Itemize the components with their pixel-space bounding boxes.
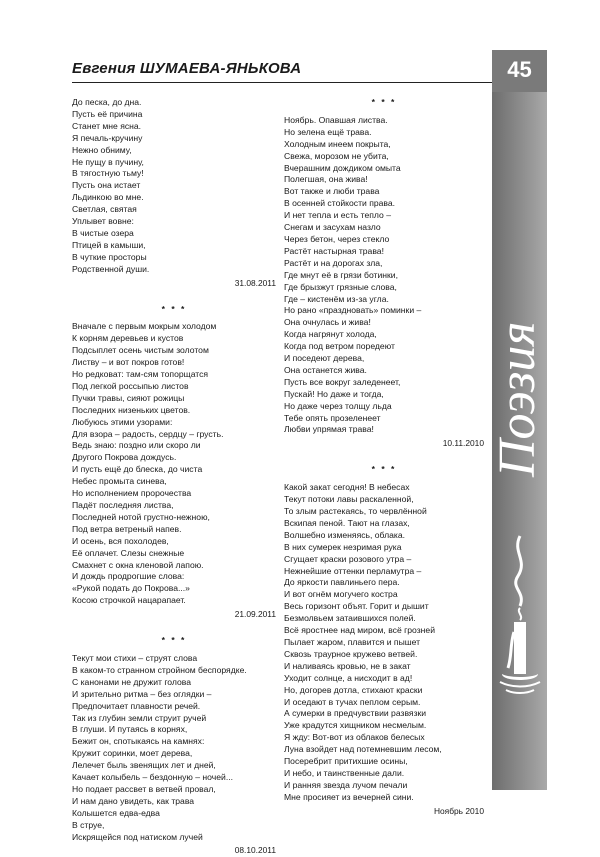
poem-line: И оседают в тучах пеплом серым.	[284, 696, 421, 707]
poem-column-left	[72, 97, 276, 857]
poem-line: Луна взойдет над потемневшим лесом,	[284, 744, 442, 755]
poem-line: Сгущает краски розового утра –	[284, 553, 412, 564]
poem-line: Кружит соринки, моет дерева,	[72, 748, 193, 759]
poem-line: Весь горизонт объят. Горит и дышит	[284, 601, 429, 612]
poem-line: Падёт последняя листва,	[72, 500, 174, 510]
poem-line: Всё яростнее над миром, всё грозней	[284, 625, 436, 636]
poem-line: К корням деревьев и кустов	[72, 333, 184, 344]
poem-line: Уплывет вовне:	[72, 216, 134, 227]
poem-date: 08.10.2011	[234, 845, 276, 856]
poem-line: А сумерки в предчувствии развязки	[284, 708, 427, 719]
poem-line: Вначале с первым мокрым холодом	[72, 321, 217, 332]
poem-line: Лелечет быль звенящих лет и дней,	[72, 760, 216, 771]
poem-line: Любви упрямая трава!	[284, 424, 374, 435]
poem-line: Ведь знаю: поздно или скоро ли	[72, 440, 201, 451]
poem-date: 31.08.2011	[234, 277, 276, 288]
poem-line: Где мнут её в грязи ботинки,	[284, 269, 398, 280]
poem-line: Её оплачет. Слезы снежные	[72, 547, 185, 558]
poem-line: Качает колыбель – бездонную – ночей...	[72, 772, 233, 783]
poem-line: Холодным инеем покрыта,	[284, 138, 391, 149]
poem-line: И вот огнём могучего костра	[284, 589, 398, 600]
poem-line: В струе,	[72, 819, 105, 830]
poem-line: Для взора – радость, сердцу – грусть.	[72, 428, 224, 439]
poem-line: И нам дано увидеть, как трава	[72, 795, 195, 806]
poem-line: Мне просияет из вечерней сини.	[284, 791, 414, 802]
poem-line: Растёт и на дорогах зла,	[284, 257, 383, 268]
poem-line: Пускай! Но даже и тогда,	[284, 388, 384, 399]
poem-line: Но исполнением пророчества	[72, 488, 192, 499]
poem	[72, 304, 276, 622]
poem-date: 10.11.2010	[442, 438, 484, 449]
poem-separator: * * *	[161, 635, 187, 646]
poem-line: Когда нагрянут холода,	[284, 329, 377, 340]
poem-line: Посеребрит притихшие осины,	[284, 756, 408, 767]
poem-line: Она останется жива.	[284, 364, 367, 375]
poem-line: Уже крадутся хищником несмелым.	[284, 720, 427, 731]
poem-line: Снегам и засухам назло	[284, 222, 381, 233]
poem-line: Через бетон, через стекло	[284, 233, 390, 244]
poem-line: В каком-то странном стройном беспорядке.	[72, 664, 247, 675]
poem-line: Последней нотой грустно-нежною,	[72, 511, 210, 522]
poem-line: Нежнейшие оттенки перламутра –	[284, 565, 422, 576]
poem-line: В чуткие просторы	[72, 251, 147, 262]
poem-line: В глуши. И путаясь в корнях,	[72, 724, 188, 735]
poem-line: В осенней стойкости права.	[284, 198, 396, 209]
poem-line: Свежа, морозом не убита,	[284, 150, 389, 161]
poem-line: Косою строчкой нацарапает.	[72, 595, 186, 606]
poem-line: Где – кистенём из-за угла.	[284, 293, 389, 304]
poem	[72, 97, 276, 290]
poem-line: Она очнулась и жива!	[284, 317, 371, 328]
poem-line: Но даже через толщу льда	[284, 400, 392, 411]
poem-line: Сквозь траурное кружево ветвей.	[284, 648, 418, 659]
poem-date: 21.09.2011	[234, 609, 276, 620]
poem-line: Небес промыта синева,	[72, 476, 167, 487]
poem-line: Пусть все вокруг заледенеет,	[284, 376, 401, 387]
poem-line: И ранняя звезда лучом печали	[284, 779, 408, 790]
section-title-text: Поэзия	[489, 321, 546, 477]
poem-line: Пусть она истает	[72, 180, 141, 191]
page-number-box	[492, 50, 547, 92]
poem-line: И осень, вся похолодев,	[72, 535, 169, 546]
poem-line: Текут потоки лавы раскаленной,	[284, 494, 414, 505]
page-number: 45	[507, 57, 532, 82]
poem-line: Текут мои стихи – струят слова	[72, 652, 198, 663]
poem-line: Не пущу в пучину,	[72, 156, 144, 167]
poem-line: Но редковат: там-сям топорщатся	[72, 369, 209, 380]
poem-line: Бежит он, спотыкаясь на камнях:	[72, 736, 205, 747]
poem-line: Вскипая пеной. Тают на глазах,	[284, 517, 410, 528]
poem-line: Когда под ветром поредеют	[284, 341, 395, 352]
poem-line: Искрящейся под натиском лучей	[72, 831, 203, 842]
poem-separator: * * *	[371, 464, 397, 475]
poem-line: Тебе опять прозеленеет	[284, 412, 381, 423]
poem-separator: * * *	[161, 303, 187, 314]
poem-line: В них сумерек незримая рука	[284, 541, 402, 552]
poem	[72, 635, 276, 857]
poem	[284, 464, 484, 817]
poem-line: Вот также и люби трава	[284, 186, 380, 197]
poem-line: В чистые озера	[72, 227, 134, 238]
poem-line: Но рано «праздновать» поминки –	[284, 305, 422, 316]
poem-line: Подсыплет осень чистым золотом	[72, 345, 209, 356]
poem-line: То злым растекаясь, то червлённой	[284, 506, 427, 516]
poem-line: И небо, и таинственные дали.	[284, 767, 405, 778]
header-rule	[72, 82, 492, 83]
poem-line: Станет мне ясна.	[72, 120, 142, 131]
section-sidebar	[489, 92, 547, 790]
poem-line: И нет тепла и есть тепло –	[284, 210, 391, 221]
poem-line: Пучки травы, сияют рожицы	[72, 392, 185, 403]
poem-line: И поседеют дерева,	[284, 353, 365, 364]
poem-line: «Рукой подать до Покрова...»	[72, 583, 190, 594]
poem-line: Волшебно изменяясь, облака.	[284, 529, 406, 540]
poem-line: Но подает рассвет в ветвей провал,	[72, 783, 216, 794]
poem-line: Уходит солнце, а нисходит в ад!	[284, 672, 413, 683]
poem-line: Вчерашним дождиком омыта	[284, 162, 401, 173]
poem-line: Где брызжут грязные слова,	[284, 281, 397, 292]
poem-line: Пылает жаром, плавится и пышет	[284, 636, 421, 647]
poem-line: И пусть ещё до блеска, до чиста	[72, 464, 203, 475]
poem-line: И дождь продрогшие слова:	[72, 571, 185, 582]
poem-line: И зрительно ритма – без оглядки –	[72, 688, 212, 699]
candle-icon	[498, 532, 542, 702]
poem-line: Так из глубин земли струит ручей	[72, 712, 207, 723]
poem-line: Другого Покрова дождусь.	[72, 452, 177, 463]
poem-column-right	[284, 97, 484, 818]
poem-line: Но зелена ещё трава.	[284, 126, 372, 137]
section-title	[486, 272, 558, 482]
author-name: Евгения ШУМАЕВА-ЯНЬКОВА	[72, 60, 302, 77]
poem-line: Колышется едва-едва	[72, 807, 160, 818]
poem-line: Листву – и вот покров готов!	[72, 357, 185, 368]
poem-separator: * * *	[371, 97, 397, 107]
page-header	[72, 50, 492, 80]
poem-line: Любуюсь этими узорами:	[72, 416, 173, 427]
poem-line: Предпочитает плавности речей.	[72, 700, 201, 711]
poem-line: И наливаясь кровью, не в закат	[284, 660, 411, 671]
poem-line: Но, догорев дотла, стихают краски	[284, 684, 423, 695]
poem-line: Безмолвьем затаившихся полей.	[284, 613, 416, 624]
poem-line: Растёт настырная трава!	[284, 245, 384, 256]
poem-line: С канонами не дружит голова	[72, 676, 192, 687]
poem-line: Я жду: Вот-вот из облаков белесых	[284, 732, 425, 743]
poem-line: Родственной души.	[72, 263, 150, 274]
poem-line: Какой закат сегодня! В небесах	[284, 482, 410, 493]
poem-line: Льдинкою во мне.	[72, 192, 144, 203]
poem-line: Смахнет с окна кленовой лапою.	[72, 559, 204, 570]
poem-line: Ноябрь. Опавшая листва.	[284, 114, 388, 125]
poem-line: В тягостную тьму!	[72, 168, 144, 179]
poem-line: Нежно обниму,	[72, 144, 132, 155]
poem-line: До песка, до дна.	[72, 97, 142, 107]
poem-line: Я печаль-кручину	[72, 132, 143, 143]
poem-line: Пусть её причина	[72, 108, 143, 119]
poem	[284, 97, 484, 450]
poem-line: Птицей в камыши,	[72, 239, 146, 250]
poem-line: До яркости павлиньего пера.	[284, 577, 400, 588]
poem-line: Последних низеньких цветов.	[72, 404, 191, 415]
poem-line: Под ветра ветреный напев.	[72, 523, 182, 534]
poem-line: Под легкой россыпью листов	[72, 380, 189, 391]
poem-line: Полегшая, она жива!	[284, 174, 368, 185]
poem-line: Светлая, святая	[72, 204, 137, 215]
poem-date: Ноябрь 2010	[433, 805, 484, 816]
